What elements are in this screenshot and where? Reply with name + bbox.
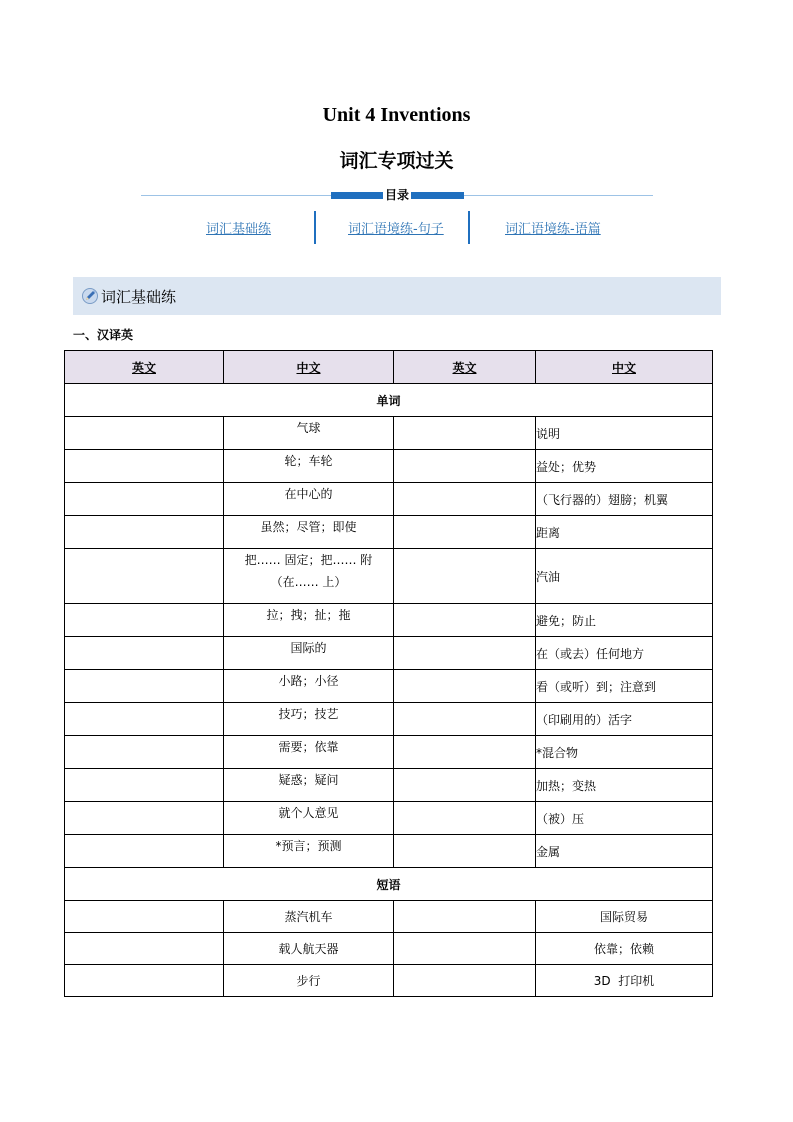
answer-cell[interactable] <box>65 933 224 965</box>
table-row <box>65 670 713 703</box>
header-english: 英文 <box>65 351 224 384</box>
answer-cell[interactable] <box>65 670 224 703</box>
toc-link-passage[interactable]: 词汇语境练-语篇 <box>505 222 601 237</box>
table-row <box>65 736 713 769</box>
table-row <box>65 549 713 604</box>
chinese-cell: 依靠；依赖 <box>536 933 713 965</box>
toc-separator <box>314 211 316 244</box>
pencil-icon <box>82 288 98 304</box>
answer-cell[interactable] <box>394 965 536 997</box>
answer-cell[interactable] <box>65 450 224 483</box>
answer-cell[interactable] <box>65 417 224 450</box>
section-header <box>73 277 721 315</box>
chinese-cell: 疑惑；疑问 <box>224 769 394 802</box>
chinese-cell: 载人航天器 <box>224 933 394 965</box>
answer-cell[interactable] <box>65 549 224 604</box>
answer-cell[interactable] <box>65 965 224 997</box>
answer-cell[interactable] <box>394 901 536 933</box>
answer-cell[interactable] <box>65 736 224 769</box>
answer-cell[interactable] <box>394 604 536 637</box>
group-label-words: 单词 <box>65 384 713 417</box>
table-row <box>65 835 713 868</box>
chinese-cell: （印刷用的）活字 <box>536 703 713 736</box>
answer-cell[interactable] <box>394 933 536 965</box>
toc-label: 目录 <box>384 188 409 202</box>
table-row <box>65 802 713 835</box>
answer-cell[interactable] <box>65 703 224 736</box>
chinese-cell: 金属 <box>536 835 713 868</box>
answer-cell[interactable] <box>65 835 224 868</box>
answer-cell[interactable] <box>394 835 536 868</box>
chinese-cell: 加热；变热 <box>536 769 713 802</box>
answer-cell[interactable] <box>65 637 224 670</box>
answer-cell[interactable] <box>394 516 536 549</box>
chinese-cell: 在（或去）任何地方 <box>536 637 713 670</box>
chinese-cell: 轮；车轮 <box>224 450 394 483</box>
document-subtitle: 词汇专项过关 <box>339 150 454 172</box>
table-row <box>65 516 713 549</box>
chinese-cell: 国际贸易 <box>536 901 713 933</box>
header-chinese: 中文 <box>536 351 713 384</box>
group-row-phrases <box>65 868 713 901</box>
table-row <box>65 965 713 997</box>
table-row <box>65 703 713 736</box>
toc-bar-right <box>411 192 464 199</box>
answer-cell[interactable] <box>65 802 224 835</box>
header-chinese: 中文 <box>224 351 394 384</box>
chinese-cell: 看（或听）到；注意到 <box>536 670 713 703</box>
table-header-row <box>65 351 713 384</box>
part-heading: 一、汉译英 <box>73 328 134 342</box>
answer-cell[interactable] <box>394 670 536 703</box>
chinese-cell: （被）压 <box>536 802 713 835</box>
answer-cell[interactable] <box>394 637 536 670</box>
chinese-cell: 把…… 固定；把…… 附（在…… 上） <box>224 549 394 604</box>
toc-link-basic[interactable]: 词汇基础练 <box>206 222 272 237</box>
answer-cell[interactable] <box>394 802 536 835</box>
chinese-cell: *混合物 <box>536 736 713 769</box>
toc-link-sentence[interactable]: 词汇语境练-句子 <box>348 222 444 237</box>
chinese-cell: 在中心的 <box>224 483 394 516</box>
table-row <box>65 933 713 965</box>
chinese-cell: 国际的 <box>224 637 394 670</box>
header-english: 英文 <box>394 351 536 384</box>
chinese-cell: 技巧；技艺 <box>224 703 394 736</box>
section-title: 词汇基础练 <box>101 288 177 306</box>
answer-cell[interactable] <box>394 736 536 769</box>
table-row <box>65 769 713 802</box>
answer-cell[interactable] <box>65 483 224 516</box>
group-row-words <box>65 384 713 417</box>
vocab-table <box>64 350 713 997</box>
table-row <box>65 637 713 670</box>
answer-cell[interactable] <box>65 516 224 549</box>
chinese-cell: 小路；小径 <box>224 670 394 703</box>
table-row <box>65 483 713 516</box>
chinese-cell: 虽然；尽管；即使 <box>224 516 394 549</box>
chinese-cell: 蒸汽机车 <box>224 901 394 933</box>
table-row <box>65 901 713 933</box>
chinese-cell: 益处；优势 <box>536 450 713 483</box>
chinese-cell: 避免；防止 <box>536 604 713 637</box>
table-row <box>65 450 713 483</box>
answer-cell[interactable] <box>394 417 536 450</box>
answer-cell[interactable] <box>394 483 536 516</box>
answer-cell[interactable] <box>65 901 224 933</box>
answer-cell[interactable] <box>65 769 224 802</box>
chinese-cell: 距离 <box>536 516 713 549</box>
chinese-cell: 步行 <box>224 965 394 997</box>
chinese-cell: （飞行器的）翅膀；机翼 <box>536 483 713 516</box>
chinese-cell: *预言；预测 <box>224 835 394 868</box>
chinese-cell: 3D 打印机 <box>536 965 713 997</box>
document-title: Unit 4 Inventions <box>322 104 471 126</box>
chinese-cell: 拉；拽；扯；拖 <box>224 604 394 637</box>
answer-cell[interactable] <box>394 769 536 802</box>
table-row <box>65 604 713 637</box>
chinese-cell: 气球 <box>224 417 394 450</box>
chinese-cell: 说明 <box>536 417 713 450</box>
chinese-cell: 汽油 <box>536 549 713 604</box>
chinese-cell: 需要；依靠 <box>224 736 394 769</box>
toc-separator <box>468 211 470 244</box>
answer-cell[interactable] <box>394 549 536 604</box>
chinese-cell: 就个人意见 <box>224 802 394 835</box>
group-label-phrases: 短语 <box>65 868 713 901</box>
table-row <box>65 417 713 450</box>
answer-cell[interactable] <box>65 604 224 637</box>
answer-cell[interactable] <box>394 703 536 736</box>
toc-bar-left <box>331 192 383 199</box>
answer-cell[interactable] <box>394 450 536 483</box>
